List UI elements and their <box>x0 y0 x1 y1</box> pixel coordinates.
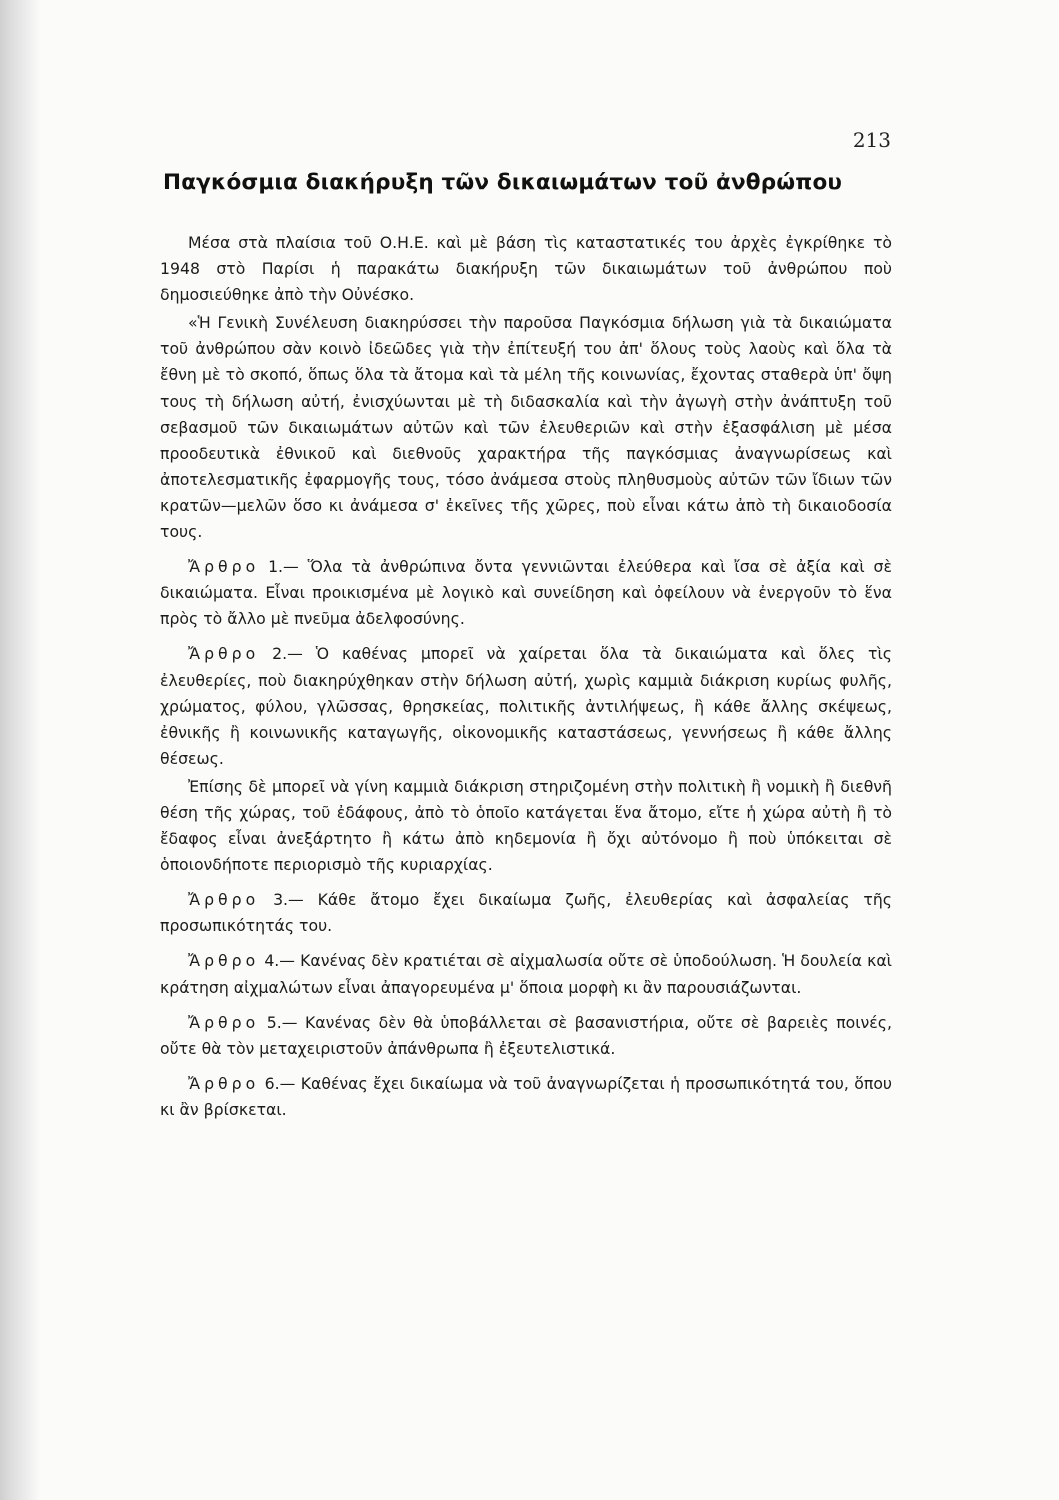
article-label: Ἄρθρο <box>188 644 260 664</box>
article-number: 3.— <box>273 890 304 910</box>
article-4 <box>160 948 892 1000</box>
article-3 <box>160 887 892 939</box>
article-text: Κάθε ἄτομο ἔχει δικαίωμα ζωῆς, ἐλευθερίας καὶ ἀσφαλείας τῆς προσωπικότητάς του. <box>160 890 892 936</box>
article-number: 6.— <box>264 1073 296 1093</box>
article-label: Ἄρθρο <box>188 890 260 910</box>
article-number: 4.— <box>264 951 295 971</box>
article-label: Ἄρθρο <box>188 1012 260 1032</box>
page-title: Παγκόσμια διακήρυξη τῶν δικαιωμάτων τοῦ ἀνθρώπου <box>163 170 843 195</box>
article-2-continuation: Ἐπίσης δὲ μπορεῖ νὰ γίνη καμμιὰ διάκριση στηριζομένη στὴν πολιτικὴ ἢ νομικὴ ἢ διεθνῆ θέση τῆς χώρας, τοῦ ἐδάφους, ἀπὸ τὸ ὁποῖο κατάγεται ἕνα ἄτομο, εἴτε ἡ χώρα αὐτὴ ἢ τὸ ἔδαφος εἶναι ἀνεξάρτητο ἢ κάτω ἀπὸ κηδεμονία ἢ ὄχι αὐτόνομο ἢ ποὺ ὑπόκειται σὲ ὁποιονδήποτε περιορισμὸ τῆς κυριαρχίας. <box>160 776 892 875</box>
article-label: Ἄρθρο <box>188 1073 260 1093</box>
article-text: Κανένας δὲν κρατιέται σὲ αἰχμαλωσία οὔτε σὲ ὑποδούλωση. Ἡ δουλεία καὶ κράτηση αἰχμαλώτων εἶναι ἀπαγορευμένα μ' ὅποια μορφὴ κι ἂν παρουσιάζωνται. <box>160 951 892 997</box>
article-label: Ἄρθρο <box>188 557 260 577</box>
article-text: Καθένας ἔχει δικαίωμα νὰ τοῦ ἀναγνωρίζεται ἡ προσωπικότητά του, ὅπου κι ἂν βρίσκεται. <box>160 1073 892 1119</box>
article-text: Ὅλα τὰ ἀνθρώπινα ὄντα γεννιῶνται ἐλεύθερα καὶ ἴσα σὲ ἀξία καὶ σὲ δικαιώματα. Εἶναι προικισμένα μὲ λογικὸ καὶ συνείδηση καὶ ὀφείλουν νὰ ἐνεργοῦν τὸ ἕνα πρὸς τὸ ἄλλο μὲ πνεῦμα ἀδελφοσύνης. <box>160 557 892 629</box>
article-number: 2.— <box>272 644 303 664</box>
intro-paragraph: Μέσα στὰ πλαίσια τοῦ Ο.Η.Ε. καὶ μὲ βάση τὶς καταστατικές του ἀρχὲς ἐγκρίθηκε τὸ 1948 στὸ Παρίσι ἡ παρακάτω διακήρυξη τῶν δικαιωμάτων τοῦ ἀνθρώπου ποὺ δημοσιεύθηκε ἀπὸ τὴν Οὐνέσκο. <box>160 233 892 305</box>
preamble-paragraph: «Ἡ Γενικὴ Συνέλευση διακηρύσσει τὴν παροῦσα Παγκόσμια δήλωση γιὰ τὰ δικαιώματα τοῦ ἀνθρώπου σὰν κοινὸ ἰδεῶδες γιὰ τὴν ἐπίτευξή του ἀπ' ὅλους τοὺς λαοὺς καὶ ὅλα τὰ ἔθνη μὲ τὸ σκοπό, ὅπως ὅλα τὰ ἄτομα καὶ τὰ μέλη τῆς κοινωνίας, ἔχοντας σταθερὰ ὑπ' ὄψη τους τὴ δήλωση αὐτή, ἐνισχύωνται μὲ τὴ διδασκαλία καὶ τὴν ἀγωγὴ στὴν ἀνάπτυξη τοῦ σεβασμοῦ τῶν δικαιωμάτων αὐτῶν καὶ τῶν ἐλευθεριῶν καὶ στὴν ἐξασφάλιση μὲ μέσα προοδευτικὰ ἐθνικοῦ καὶ διεθνοῦς χαρακτήρα τῆς παγκόσμιας ἀναγνωρίσεως καὶ ἀποτελεσματικῆς ἐφαρμογῆς τους, τόσο ἀνάμεσα στοὺς πληθυσμοὺς αὐτῶν τῶν ἴδιων τῶν κρατῶν—μελῶν ὅσο κι ἀνάμεσα σ' ἐκεῖνες τῆς χῶρες, ποὺ εἶναι κάτω ἀπὸ τὴ δικαιοδοσία τους. <box>160 313 892 542</box>
binding-edge <box>0 0 40 1500</box>
article-2 <box>160 641 892 771</box>
article-6 <box>160 1071 892 1123</box>
document-body <box>160 230 892 1132</box>
page-number: 213 <box>852 128 891 152</box>
article-number: 5.— <box>266 1012 298 1032</box>
article-text: Κανένας δὲν θὰ ὑποβάλλεται σὲ βασανιστήρια, οὔτε σὲ βαρειὲς ποινές, οὔτε θὰ τὸν μεταχειριστοῦν ἀπάνθρωπα ἢ ἐξευτελιστικά. <box>160 1012 892 1058</box>
article-text: Ὁ καθένας μπορεῖ νὰ χαίρεται ὅλα τὰ δικαιώματα καὶ ὅλες τὶς ἐλευθερίες, ποὺ διακηρύχθηκαν στὴν δήλωση αὐτή, χωρὶς καμμιὰ διάκριση κυρίως φυλῆς, χρώματος, φύλου, γλῶσσας, θρησκείας, πολιτικῆς ἀντιλήψεως, ἢ κάθε ἄλλης σκέψεως, ἐθνικῆς ἢ κοινωνικῆς καταγωγῆς, οἰκονομικῆς καταστάσεως, γεννήσεως ἢ κάθε ἄλλης θέσεως. <box>160 644 892 768</box>
article-1 <box>160 554 892 632</box>
article-number: 1.— <box>268 557 299 577</box>
article-5 <box>160 1010 892 1062</box>
article-label: Ἄρθρο <box>188 951 260 971</box>
